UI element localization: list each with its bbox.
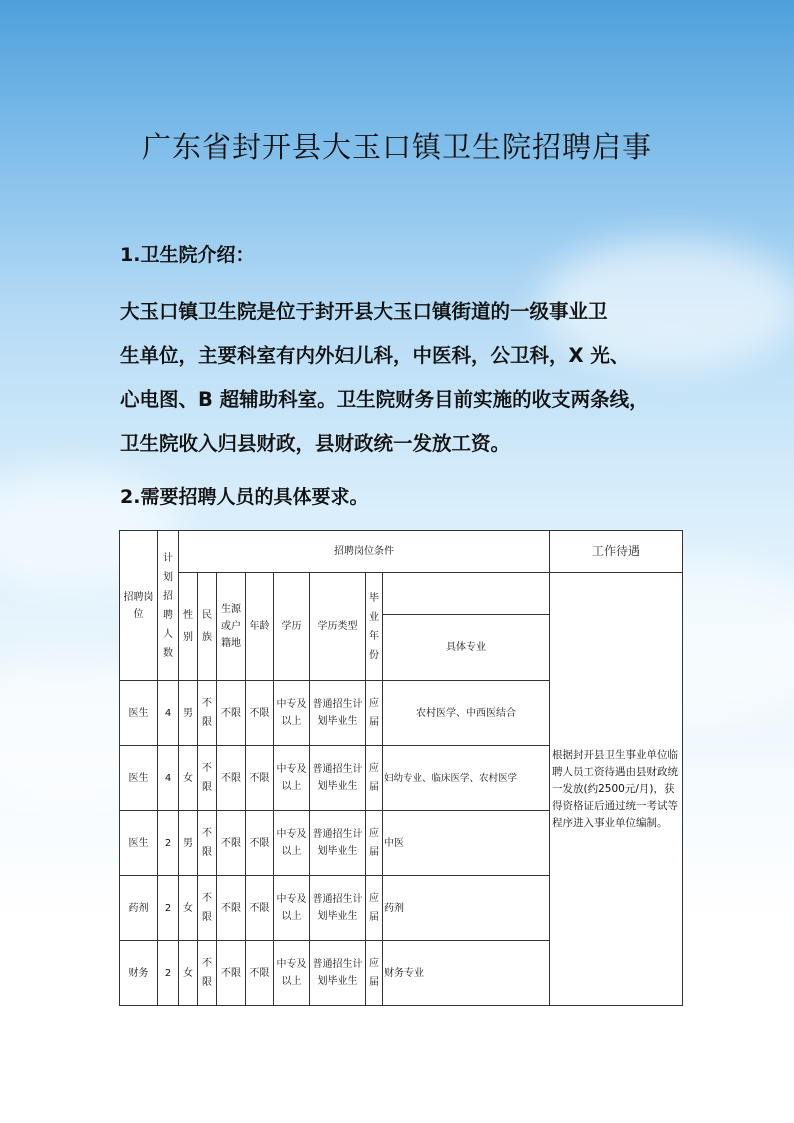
cell-age: 不限 bbox=[246, 811, 274, 876]
cell-count: 2 bbox=[158, 876, 179, 941]
cell-gender: 男 bbox=[179, 811, 198, 876]
section-heading-intro: 1.卫生院介绍： bbox=[120, 244, 255, 266]
intro-line: 卫生院收入归县财政，县财政统一发放工资。 bbox=[120, 432, 511, 455]
requirements-table bbox=[119, 530, 683, 1006]
cell-position: 药剂 bbox=[120, 876, 158, 941]
cell-gender: 女 bbox=[179, 941, 198, 1006]
header-count: 计划招聘人数 bbox=[158, 531, 179, 681]
cell-count: 4 bbox=[158, 681, 179, 746]
cell-position: 医生 bbox=[120, 746, 158, 811]
header-ethnicity: 民族 bbox=[198, 573, 217, 681]
cell-major: 药剂 bbox=[383, 876, 550, 941]
page-title: 广东省封开县大玉口镇卫生院招聘启事 bbox=[141, 130, 652, 164]
cell-origin: 不限 bbox=[217, 941, 246, 1006]
cell-major: 中医 bbox=[383, 811, 550, 876]
cell-count: 2 bbox=[158, 811, 179, 876]
cell-grad-year: 应届 bbox=[366, 681, 383, 746]
cell-ethnicity: 不限 bbox=[198, 811, 217, 876]
header-conditions: 招聘岗位条件 bbox=[179, 531, 550, 573]
header-age: 年龄 bbox=[246, 573, 274, 681]
cell-education: 中专及以上 bbox=[274, 746, 310, 811]
cell-position: 医生 bbox=[120, 681, 158, 746]
cell-count: 2 bbox=[158, 941, 179, 1006]
intro-line: 生单位，主要科室有内外妇儿科，中医科，公卫科，X 光、 bbox=[120, 344, 630, 367]
intro-line: 心电图、B 超辅助科室。卫生院财务目前实施的收支两条线， bbox=[120, 388, 649, 411]
cell-education: 中专及以上 bbox=[274, 876, 310, 941]
cell-education: 中专及以上 bbox=[274, 811, 310, 876]
cell-position: 财务 bbox=[120, 941, 158, 1006]
section-heading-requirements: 2.需要招聘人员的具体要求。 bbox=[120, 486, 369, 508]
cell-origin: 不限 bbox=[217, 681, 246, 746]
cell-ethnicity: 不限 bbox=[198, 876, 217, 941]
cell-grad-year: 应届 bbox=[366, 876, 383, 941]
cell-age: 不限 bbox=[246, 941, 274, 1006]
header-edu-type: 学历类型 bbox=[310, 573, 366, 681]
header-pay: 工作待遇 bbox=[550, 531, 683, 573]
cell-major: 农村医学、中西医结合 bbox=[383, 681, 550, 746]
cell-gender: 女 bbox=[179, 876, 198, 941]
intro-paragraph bbox=[120, 290, 680, 466]
header-grad-year: 毕业年份 bbox=[366, 573, 383, 681]
intro-line: 大玉口镇卫生院是位于封开县大玉口镇街道的一级事业卫 bbox=[120, 300, 608, 323]
cell-major: 妇幼专业、临床医学、农村医学 bbox=[383, 746, 550, 811]
cell-grad-year: 应届 bbox=[366, 811, 383, 876]
cell-gender: 女 bbox=[179, 746, 198, 811]
header-origin: 生源或户籍地 bbox=[217, 573, 246, 681]
header-major-blank bbox=[383, 573, 550, 615]
cell-count: 4 bbox=[158, 746, 179, 811]
cell-age: 不限 bbox=[246, 746, 274, 811]
cell-edu-type: 普通招生计划毕业生 bbox=[310, 876, 366, 941]
cell-education: 中专及以上 bbox=[274, 941, 310, 1006]
cell-edu-type: 普通招生计划毕业生 bbox=[310, 941, 366, 1006]
cell-origin: 不限 bbox=[217, 746, 246, 811]
cell-position: 医生 bbox=[120, 811, 158, 876]
pay-description: 根据封开县卫生事业单位临聘人员工资待遇由县财政统一发放(约2500元/月)，获得资格证后通过统一考试等程序进入事业单位编制。 bbox=[550, 573, 683, 1006]
header-gender: 性别 bbox=[179, 573, 198, 681]
cell-grad-year: 应届 bbox=[366, 746, 383, 811]
cell-origin: 不限 bbox=[217, 811, 246, 876]
cell-major: 财务专业 bbox=[383, 941, 550, 1006]
cell-edu-type: 普通招生计划毕业生 bbox=[310, 746, 366, 811]
cell-education: 中专及以上 bbox=[274, 681, 310, 746]
cell-age: 不限 bbox=[246, 681, 274, 746]
cell-ethnicity: 不限 bbox=[198, 746, 217, 811]
header-major: 具体专业 bbox=[383, 615, 550, 681]
cell-age: 不限 bbox=[246, 876, 274, 941]
header-education: 学历 bbox=[274, 573, 310, 681]
cell-gender: 男 bbox=[179, 681, 198, 746]
cell-grad-year: 应届 bbox=[366, 941, 383, 1006]
cell-edu-type: 普通招生计划毕业生 bbox=[310, 681, 366, 746]
cell-ethnicity: 不限 bbox=[198, 941, 217, 1006]
cell-ethnicity: 不限 bbox=[198, 681, 217, 746]
header-position: 招聘岗位 bbox=[120, 531, 158, 681]
cell-origin: 不限 bbox=[217, 876, 246, 941]
cell-edu-type: 普通招生计划毕业生 bbox=[310, 811, 366, 876]
